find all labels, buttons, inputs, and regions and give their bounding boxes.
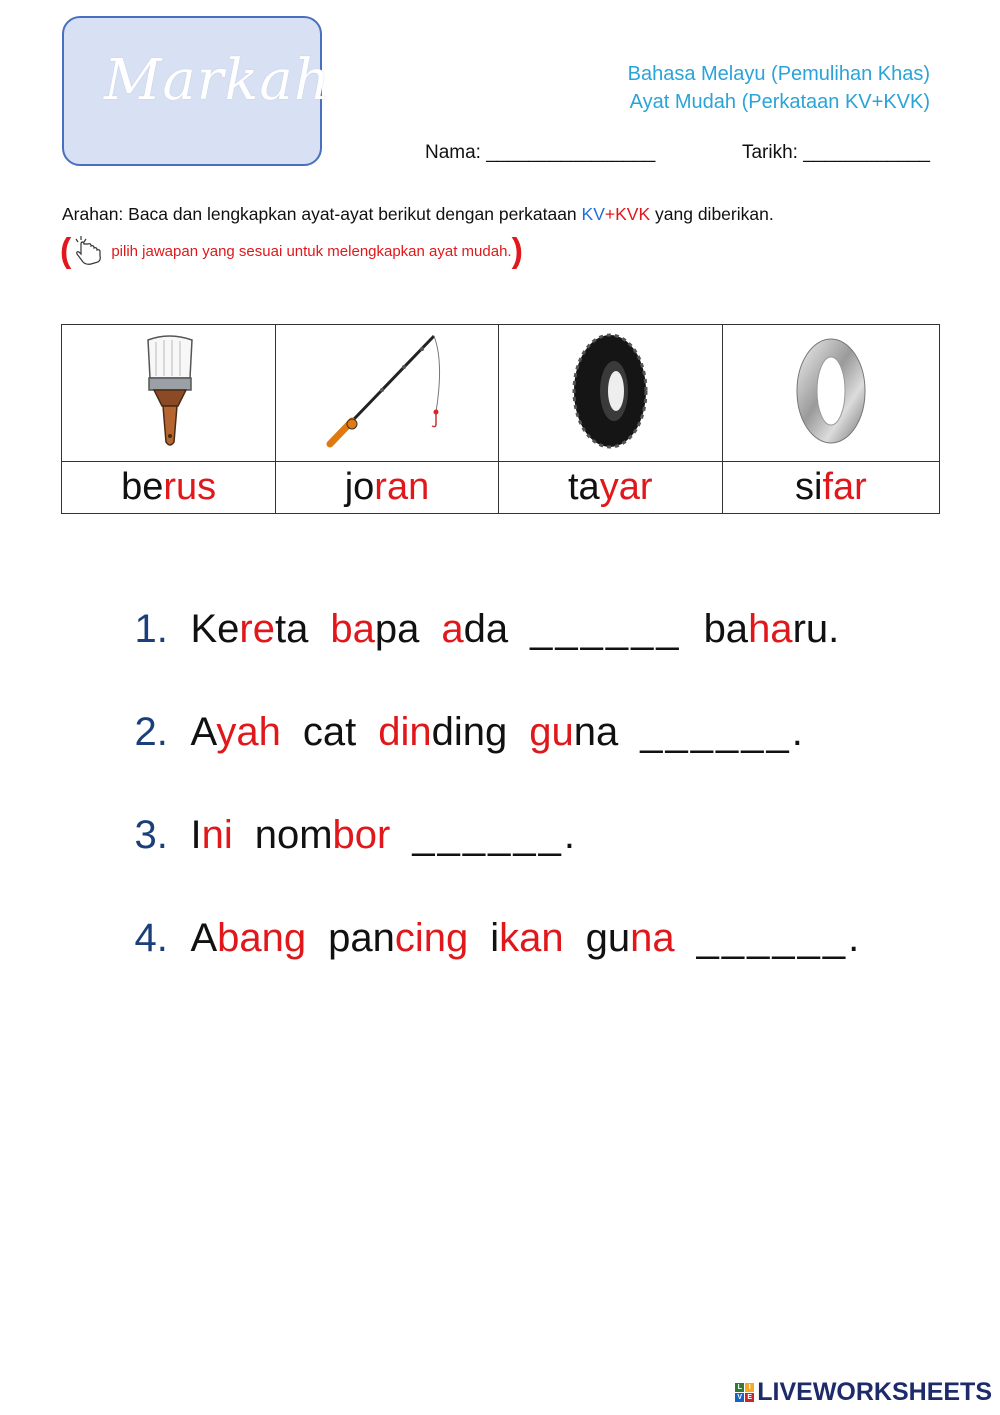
syllable: far [822, 466, 867, 508]
syllable: si [795, 466, 823, 508]
syllable: cat [302, 710, 357, 754]
sentence-4 [90, 871, 884, 1006]
syllable: pan [328, 916, 395, 960]
syllable: re [239, 607, 275, 651]
blank-line[interactable]: ______. [412, 813, 578, 857]
fishing-rod-icon [322, 332, 452, 450]
answer-blank[interactable] [640, 710, 806, 754]
syllable: I [190, 813, 202, 857]
syllable: bor [332, 813, 391, 857]
liveworksheets-logo [735, 1378, 992, 1407]
word-label [276, 462, 498, 514]
sentence-word [529, 710, 618, 754]
instruction-kv: KV [581, 204, 605, 224]
logo-mark [735, 1383, 754, 1402]
syllable: i [490, 916, 500, 960]
topic-title: Ayat Mudah (Perkataan KV+KVK) [629, 91, 930, 113]
blank-line[interactable]: ______ [530, 607, 682, 651]
syllable: A [190, 916, 218, 960]
syllable: jo [344, 466, 375, 508]
tyre-icon [570, 332, 650, 450]
instruction-text [62, 204, 962, 225]
name-field[interactable]: Nama: ________________ [425, 142, 656, 163]
sentence-word [190, 813, 232, 857]
word-label [498, 462, 722, 514]
sentence-word [190, 607, 308, 651]
student-info-row [425, 142, 930, 164]
sentence-word [441, 607, 508, 651]
score-box [62, 16, 331, 166]
instruction-plus: + [604, 204, 616, 224]
syllable: gu [529, 710, 574, 754]
syllable: ta [274, 607, 309, 651]
syllable: ta [568, 466, 600, 508]
word-image-cell [62, 325, 276, 462]
sentence-number: 3. [134, 813, 168, 857]
syllable: a [441, 607, 464, 651]
syllable: Ke [190, 607, 240, 651]
syllable: ru. [792, 607, 840, 651]
blank-line[interactable]: ______. [640, 710, 806, 754]
logo-letter: V [735, 1393, 744, 1402]
sentence-word [190, 710, 280, 754]
syllable: bang [217, 916, 307, 960]
syllable: A [190, 710, 217, 754]
answer-blank[interactable] [530, 607, 681, 651]
syllable: yar [599, 466, 653, 508]
hint-close-paren: ) [511, 232, 523, 270]
word-image-cell [276, 325, 498, 462]
syllable: be [121, 466, 164, 508]
syllable: kan [499, 916, 564, 960]
word-label [62, 462, 276, 514]
worksheet-title [628, 60, 930, 116]
syllable: ha [748, 607, 793, 651]
sentence-word [490, 916, 563, 960]
word-bank-table [61, 324, 940, 514]
syllable: ba [330, 607, 375, 651]
answer-blank[interactable] [412, 813, 578, 857]
syllable: gu [585, 916, 631, 960]
syllable: ran [374, 466, 430, 508]
sentence-word [190, 916, 306, 960]
logo-letter: L [735, 1383, 744, 1392]
syllable: din [378, 710, 432, 754]
hint-message: pilih jawapan yang sesuai untuk melengkapkan ayat mudah. [111, 242, 512, 260]
syllable: ni [201, 813, 233, 857]
sentence-word [586, 916, 675, 960]
syllable: na [630, 916, 675, 960]
sentence-word [378, 710, 507, 754]
sentence-number: 4. [134, 916, 168, 960]
sentence-word [303, 710, 356, 754]
sentence-word [330, 607, 419, 651]
hint-open-paren: ( [60, 232, 72, 270]
answer-blank[interactable] [697, 916, 863, 960]
word-labels-row [62, 462, 940, 514]
syllable: yah [216, 710, 281, 754]
hint-text [60, 234, 523, 268]
brand-name: LIVEWORKSHEETS [757, 1378, 992, 1406]
sentence-number: 2. [134, 710, 168, 754]
syllable: da [463, 607, 509, 651]
sentence-number: 1. [134, 607, 168, 651]
syllable: na [573, 710, 619, 754]
sentence-word [255, 813, 391, 857]
syllable: nom [254, 813, 333, 857]
blank-line[interactable]: ______. [696, 916, 863, 960]
instruction-prefix: Arahan: Baca dan lengkapkan ayat-ayat berikut dengan perkataan [62, 204, 582, 224]
syllable: pa [374, 607, 420, 651]
word-images-row [62, 325, 940, 462]
instruction-suffix: yang diberikan. [650, 204, 774, 224]
sentence-word [328, 916, 468, 960]
zero-digit-icon [791, 332, 871, 450]
date-field[interactable]: Tarikh: ____________ [741, 142, 930, 163]
logo-letter: I [745, 1383, 754, 1392]
pointing-hand-icon [73, 234, 107, 268]
syllable: ding [431, 710, 508, 754]
sentence-word [704, 607, 840, 651]
syllable: cing [394, 916, 469, 960]
instruction-kvk: KVK [615, 204, 651, 224]
word-image-cell [722, 325, 939, 462]
word-label [722, 462, 939, 514]
subject-title: Bahasa Melayu (Pemulihan Khas) [627, 63, 930, 85]
logo-letter: E [745, 1393, 754, 1402]
syllable: rus [163, 466, 217, 508]
syllable: ba [703, 607, 749, 651]
word-image-cell [498, 325, 722, 462]
score-label: Markah [104, 48, 331, 113]
paintbrush-icon [134, 332, 204, 450]
